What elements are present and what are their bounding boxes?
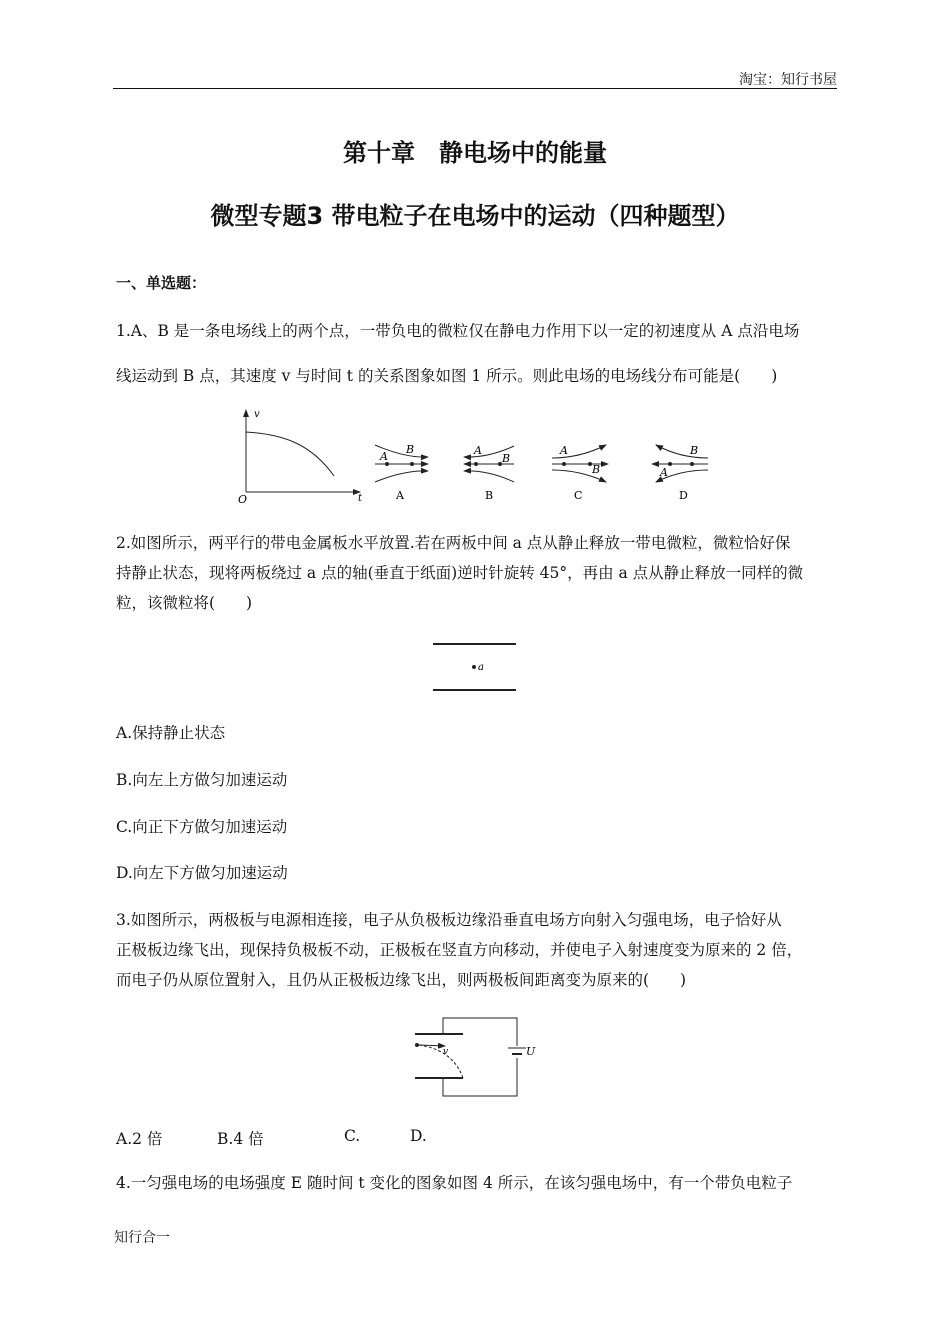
- field-lines-option-d: [652, 444, 708, 502]
- velocity-arrow: [419, 1045, 445, 1046]
- question-3-line-2: 正极板边缘飞出，现保持负极板不动，正极板在竖直方向移动，并使电子入射速度变为原来的 2 倍，: [116, 941, 803, 959]
- svg-text:A: A: [660, 466, 668, 479]
- q2-option-a[interactable]: A.保持静止状态: [116, 724, 226, 742]
- topic-title: 微型专题3 带电粒子在电场中的运动（四种题型）: [210, 202, 740, 230]
- point-a-label: a: [478, 662, 484, 673]
- section-heading: 一、单选题：: [116, 274, 207, 292]
- electron-dot: [415, 1043, 419, 1047]
- svg-text:B: B: [502, 452, 511, 465]
- option-c-label: C: [574, 489, 583, 502]
- q3-option-d[interactable]: D.: [410, 1127, 427, 1145]
- figure-3: [405, 1012, 550, 1102]
- question-2: [116, 528, 838, 618]
- question-2-line-1: 2.如图所示，两平行的带电金属板水平放置.若在两板中间 a 点从静止释放一带电微粒，微粒恰好保: [116, 534, 791, 552]
- header-rule: [113, 88, 837, 89]
- q3-option-a[interactable]: A.2 倍: [116, 1130, 163, 1148]
- svg-text:B: B: [690, 444, 699, 457]
- question-2-line-2: 持静止状态，现将两板绕过 a 点的轴(垂直于纸面)逆时针旋转 45°，再由 a 点从静止释放一同样的微: [116, 564, 804, 582]
- q2-option-d[interactable]: D.向左下方做匀加速运动: [116, 864, 288, 882]
- svg-text:A: A: [380, 450, 388, 463]
- q2-option-c[interactable]: C.向正下方做匀加速运动: [116, 818, 288, 836]
- figure-2: [430, 638, 520, 696]
- q2-option-b[interactable]: B.向左上方做匀加速运动: [116, 771, 288, 789]
- question-4-line-1: 4.一匀强电场的电场强度 E 随时间 t 变化的图象如图 4 所示，在该匀强电场中，有一个带负电粒子: [116, 1174, 793, 1192]
- electron-trajectory: [419, 1045, 463, 1078]
- svg-text:B: B: [592, 463, 601, 476]
- velocity-label: v: [443, 1047, 449, 1057]
- question-3: [116, 905, 838, 995]
- v-axis-label: v: [254, 409, 260, 420]
- option-a-label: A: [396, 489, 404, 502]
- question-2-line-3: 粒，该微粒将( ): [116, 594, 253, 612]
- figure-1: [230, 402, 720, 512]
- q3-option-b[interactable]: B.4 倍: [217, 1130, 264, 1148]
- header-brand: 淘宝：知行书屋: [739, 72, 837, 88]
- question-1-line-2: 线运动到 B 点，其速度 v 与时间 t 的关系图象如图 1 所示。则此电场的电场线分布可能是( ): [116, 367, 778, 385]
- field-lines-option-b: [464, 444, 514, 502]
- footer-text: 知行合一: [114, 1230, 170, 1246]
- svg-text:B: B: [406, 443, 415, 456]
- question-4: [116, 1168, 838, 1198]
- field-lines-option-a: [375, 443, 428, 502]
- question-3-line-3: 而电子仍从原位置射入，且仍从正极板边缘飞出，则两极板间距离变为原来的( ): [116, 971, 687, 989]
- question-1-line-1: 1.A、B 是一条电场线上的两个点，一带负电的微粒仅在静电力作用下以一定的初速度从 A 点沿电场: [116, 322, 800, 340]
- chapter-title: 第十章 静电场中的能量: [343, 139, 607, 167]
- question-3-line-1: 3.如图所示，两极板与电源相连接，电子从负极板边缘沿垂直电场方向射入匀强电场，电子恰好从: [116, 911, 782, 929]
- question-1: [116, 316, 838, 391]
- point-a-dot: [472, 665, 476, 669]
- velocity-curve: [246, 432, 334, 476]
- origin-label: O: [238, 493, 248, 506]
- option-d-label: D: [679, 489, 688, 502]
- option-b-label: B: [485, 489, 494, 502]
- field-lines-option-c: [552, 444, 608, 502]
- vt-graph: [238, 409, 363, 506]
- voltage-label: U: [526, 1045, 536, 1058]
- svg-text:A: A: [560, 444, 568, 457]
- q3-option-c[interactable]: C.: [344, 1127, 361, 1145]
- t-axis-label: t: [358, 493, 363, 504]
- svg-text:A: A: [474, 444, 482, 457]
